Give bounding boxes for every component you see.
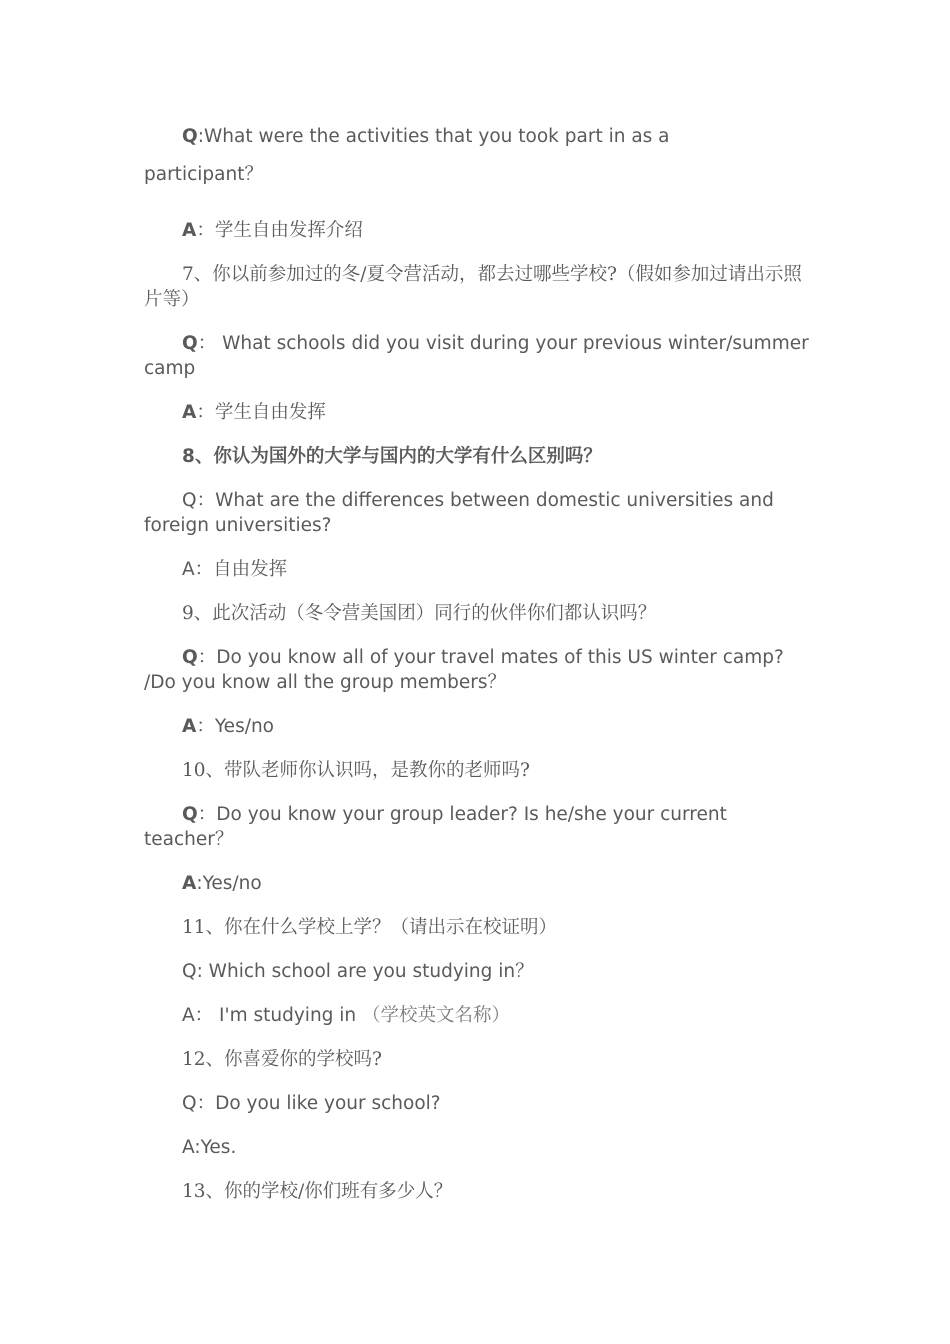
heading-text: 11、你在什么学校上学？（请出示在校证明） xyxy=(182,917,558,938)
a-separator: ： xyxy=(196,220,215,241)
q-text-continued: participant？ xyxy=(144,164,263,185)
question-line xyxy=(144,331,810,381)
q-separator: : xyxy=(196,961,203,982)
q-separator: ： xyxy=(196,490,216,511)
question-heading-8 xyxy=(144,444,810,469)
question-line xyxy=(144,1091,810,1116)
q-separator: ： xyxy=(197,333,217,354)
a-text: Yes/no xyxy=(214,716,274,737)
answer-line xyxy=(144,218,810,243)
q-label: Q xyxy=(182,333,198,354)
q-text: Do you know your group leader? Is he/she your current teacher？ xyxy=(144,804,727,850)
question-heading-11 xyxy=(144,915,810,940)
answer-line xyxy=(144,557,810,582)
heading-text: 9、此次活动（冬令营美国团）同行的伙伴你们都认识吗？ xyxy=(182,603,657,624)
a-label: A xyxy=(182,1137,195,1158)
q-separator: ： xyxy=(196,1093,216,1114)
question-line xyxy=(144,124,810,149)
q-text: What were the activities that you took part in as a xyxy=(203,126,670,147)
a-separator: ： xyxy=(196,402,215,423)
q-text: What are the differences between domestic universities and foreign universities? xyxy=(144,490,774,536)
q-label: Q xyxy=(182,490,197,511)
q-text: Which school are you studying in？ xyxy=(202,961,534,982)
a-separator: ： xyxy=(194,559,214,580)
a-text: 学生自由发挥介绍 xyxy=(214,220,363,241)
question-heading-13 xyxy=(144,1179,810,1204)
a-label: A xyxy=(182,1005,195,1026)
heading-text: 12、你喜爱你的学校吗? xyxy=(182,1049,382,1070)
a-text: 学生自由发挥 xyxy=(214,402,326,423)
a-label: A xyxy=(182,220,197,241)
a-text: Yes. xyxy=(200,1137,237,1158)
answer-line xyxy=(144,1135,810,1160)
a-label: A xyxy=(182,559,195,580)
answer-line xyxy=(144,871,810,896)
answer-line xyxy=(144,400,810,425)
question-heading-9 xyxy=(144,601,810,626)
a-separator: : xyxy=(196,873,203,894)
question-heading-10 xyxy=(144,758,810,783)
question-line xyxy=(144,802,810,852)
q-label: Q xyxy=(182,647,198,668)
q-text: What schools did you visit during your previous winter/summer camp xyxy=(144,333,809,379)
question-line xyxy=(144,959,810,984)
a-separator: : xyxy=(194,1137,201,1158)
a-label: A xyxy=(182,873,197,894)
heading-text: 8、你认为国外的大学与国内的大学有什么区别吗？ xyxy=(182,446,602,467)
a-text: Yes/no xyxy=(202,873,262,894)
question-line xyxy=(144,488,810,538)
a-text: 自由发挥 xyxy=(213,559,288,580)
question-line xyxy=(144,645,810,695)
answer-line xyxy=(144,714,810,739)
q-label: Q xyxy=(182,1093,197,1114)
question-heading-7 xyxy=(144,262,810,312)
q-separator: ： xyxy=(197,804,217,825)
a-text: I'm studying in xyxy=(213,1005,363,1026)
heading-text: 7、你以前参加过的冬/夏令营活动，都去过哪些学校?（假如参加过请出示照片等） xyxy=(144,264,802,310)
a-separator: ： xyxy=(196,716,215,737)
q-label: Q xyxy=(182,804,198,825)
a-label: A xyxy=(182,716,197,737)
question-heading-12 xyxy=(144,1047,810,1072)
question-line-continued xyxy=(144,162,810,187)
heading-text: 13、你的学校/你们班有多少人？ xyxy=(182,1181,453,1202)
q-label: Q xyxy=(182,126,198,147)
a-suffix: （学校英文名称） xyxy=(362,1005,511,1026)
a-separator: ： xyxy=(194,1005,214,1026)
answer-line xyxy=(144,1003,810,1028)
q-label: Q xyxy=(182,961,197,982)
q-separator: ： xyxy=(197,647,217,668)
q-separator: : xyxy=(197,126,204,147)
a-label: A xyxy=(182,402,197,423)
q-text: Do you know all of your travel mates of this US winter camp? /Do you know all the group members？ xyxy=(144,647,784,693)
heading-text: 10、带队老师你认识吗，是教你的老师吗? xyxy=(182,760,530,781)
q-text: Do you like your school? xyxy=(215,1093,441,1114)
